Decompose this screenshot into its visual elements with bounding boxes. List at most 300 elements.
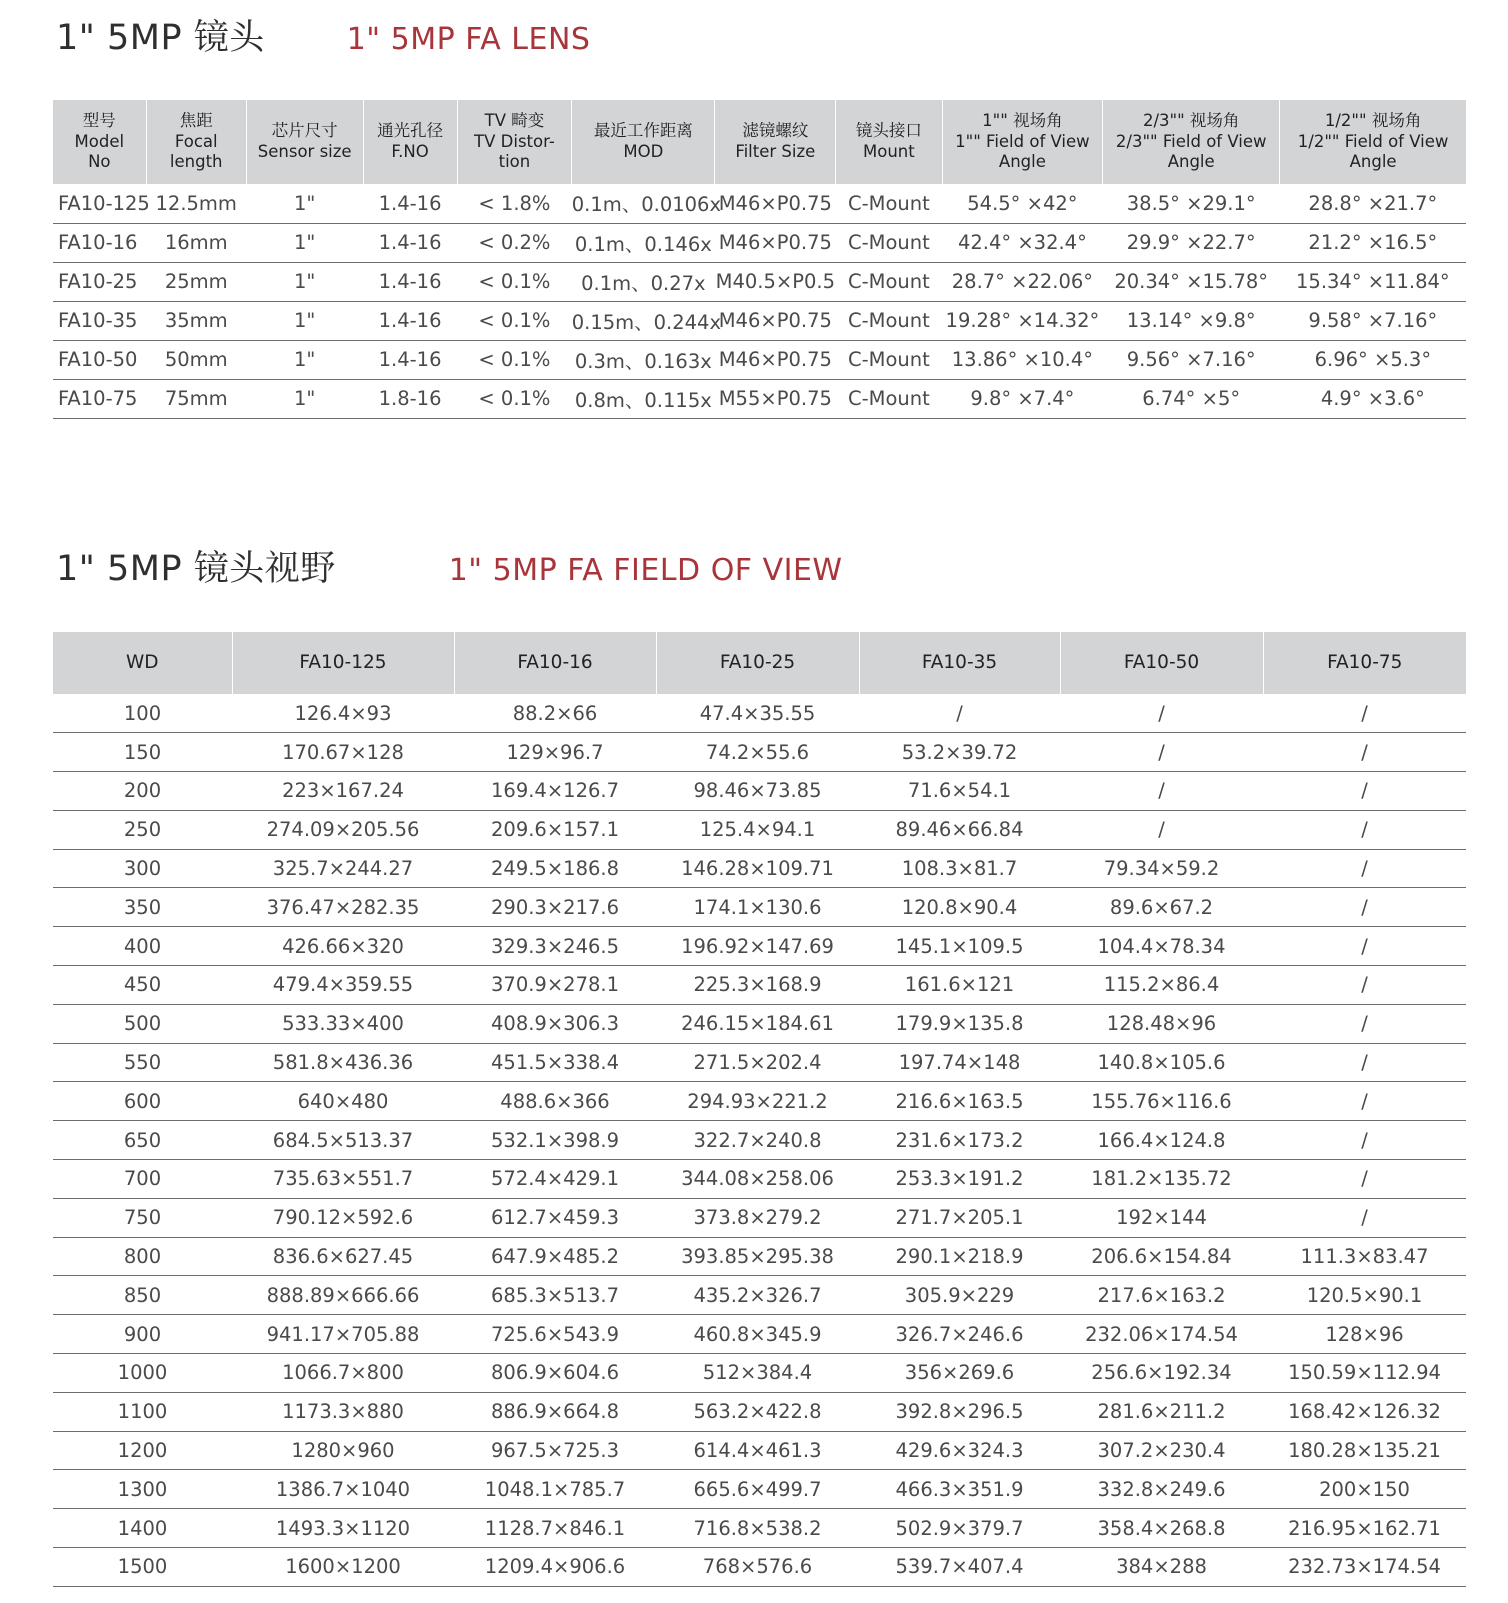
fov-cell: 393.85×295.38: [656, 1237, 859, 1276]
lens-header-line: Sensor size: [257, 142, 352, 161]
fov-cell: 836.6×627.45: [232, 1237, 454, 1276]
lens-cell: M40.5×P0.5: [715, 262, 836, 301]
fov-cell: 451.5×338.4: [454, 1043, 656, 1082]
fov-cell: 271.5×202.4: [656, 1043, 859, 1082]
fov-cell: 111.3×83.47: [1263, 1237, 1466, 1276]
fov-title-en: 1" 5MP FA FIELD OF VIEW: [448, 553, 843, 588]
fov-cell: 150: [53, 733, 232, 772]
lens-cell: M55×P0.75: [715, 379, 836, 418]
fov-cell: 206.6×154.84: [1060, 1237, 1263, 1276]
fov-cell: 325.7×244.27: [232, 849, 454, 888]
table-row: [53, 1315, 1466, 1354]
fov-cell: 532.1×398.9: [454, 1121, 656, 1160]
fov-cell: 1386.7×1040: [232, 1470, 454, 1509]
lens-cell: 1": [246, 223, 363, 262]
fov-cell: 790.12×592.6: [232, 1198, 454, 1237]
fov-cell: 89.46×66.84: [859, 810, 1060, 849]
fov-cell: 376.47×282.35: [232, 888, 454, 927]
fov-cell: 647.9×485.2: [454, 1237, 656, 1276]
lens-cell: M46×P0.75: [715, 340, 836, 379]
fov-cell: /: [1060, 772, 1263, 811]
lens-header-line: 芯片尺寸: [271, 121, 338, 141]
lens-header-line: Filter Size: [735, 142, 816, 161]
fov-cell: 888.89×666.66: [232, 1276, 454, 1315]
table-row: [53, 1470, 1466, 1509]
fov-cell: 358.4×268.8: [1060, 1509, 1263, 1548]
lens-header-cell: [1103, 100, 1280, 184]
lens-header-line: Angle: [998, 152, 1046, 172]
lens-header-line: 1/2"" Field of View: [1297, 131, 1449, 151]
fov-cell: 640×480: [232, 1082, 454, 1121]
lens-cell: C-Mount: [836, 301, 942, 340]
fov-cell: 249.5×186.8: [454, 849, 656, 888]
fov-cell: 750: [53, 1198, 232, 1237]
fov-cell: 179.9×135.8: [859, 1004, 1060, 1043]
fov-cell: 450: [53, 966, 232, 1005]
lens-cell: FA10-16: [53, 223, 146, 262]
lens-cell: C-Mount: [836, 262, 942, 301]
fov-cell: 168.42×126.32: [1263, 1392, 1466, 1431]
fov-cell: 435.2×326.7: [656, 1276, 859, 1315]
lens-cell: 16mm: [146, 223, 246, 262]
fov-cell: 326.7×246.6: [859, 1315, 1060, 1354]
table-row: [53, 1276, 1466, 1315]
fov-cell: 146.28×109.71: [656, 849, 859, 888]
fov-cell: 1280×960: [232, 1431, 454, 1470]
fov-header-cell: FA10-16: [454, 632, 656, 694]
fov-cell: /: [1263, 966, 1466, 1005]
lens-cell: C-Mount: [836, 184, 942, 223]
fov-cell: /: [859, 694, 1060, 733]
lens-cell: 0.15m、0.244x: [572, 301, 715, 340]
lens-header-cell: [53, 100, 146, 184]
fov-header-cell: FA10-125: [232, 632, 454, 694]
table-row: [53, 1431, 1466, 1470]
fov-cell: 886.9×664.8: [454, 1392, 656, 1431]
lens-header-line: 滤镜螺纹: [742, 121, 809, 141]
lens-header-line: 最近工作距离: [593, 121, 693, 141]
table-row: [53, 184, 1466, 223]
fov-cell: 100: [53, 694, 232, 733]
lens-cell: 50mm: [146, 340, 246, 379]
fov-cell: 232.73×174.54: [1263, 1548, 1466, 1587]
fov-cell: /: [1263, 733, 1466, 772]
fov-cell: 140.8×105.6: [1060, 1043, 1263, 1082]
fov-cell: 216.95×162.71: [1263, 1509, 1466, 1548]
table-row: [53, 1392, 1466, 1431]
lens-header-line: F.NO: [391, 142, 429, 161]
fov-cell: 850: [53, 1276, 232, 1315]
fov-cell: 271.7×205.1: [859, 1198, 1060, 1237]
fov-cell: 161.6×121: [859, 966, 1060, 1005]
lens-cell: FA10-50: [53, 340, 146, 379]
lens-header-line: Angle: [1167, 152, 1215, 172]
lens-spec-table: [53, 100, 1466, 419]
lens-cell: 15.34° ×11.84°: [1280, 262, 1466, 301]
fov-cell: 274.09×205.56: [232, 810, 454, 849]
table-row: [53, 262, 1466, 301]
table-row: [53, 888, 1466, 927]
fov-cell: 253.3×191.2: [859, 1160, 1060, 1199]
fov-cell: 900: [53, 1315, 232, 1354]
fov-cell: /: [1060, 733, 1263, 772]
fov-cell: 1048.1×785.7: [454, 1470, 656, 1509]
field-of-view-table: [53, 632, 1466, 1587]
fov-cell: 685.3×513.7: [454, 1276, 656, 1315]
fov-cell: 322.7×240.8: [656, 1121, 859, 1160]
fov-cell: /: [1263, 1082, 1466, 1121]
lens-header-cell: [363, 100, 457, 184]
table-row: [53, 301, 1466, 340]
lens-cell: C-Mount: [836, 379, 942, 418]
lens-header-line: MOD: [623, 142, 664, 161]
table-row: [53, 927, 1466, 966]
fov-cell: /: [1263, 888, 1466, 927]
fov-cell: 1500: [53, 1548, 232, 1587]
lens-header-line: 2/3"" 视场角: [1142, 111, 1240, 131]
lens-header-line: 1"" 视场角: [982, 111, 1063, 131]
lens-cell: 35mm: [146, 301, 246, 340]
lens-cell: M46×P0.75: [715, 184, 836, 223]
fov-cell: 79.34×59.2: [1060, 849, 1263, 888]
fov-cell: 225.3×168.9: [656, 966, 859, 1005]
lens-cell: 1": [246, 301, 363, 340]
lens-cell: 0.1m、0.27x: [572, 262, 715, 301]
fov-cell: 500: [53, 1004, 232, 1043]
lens-cell: 1": [246, 340, 363, 379]
fov-cell: 614.4×461.3: [656, 1431, 859, 1470]
fov-cell: 344.08×258.06: [656, 1160, 859, 1199]
table-row: [53, 966, 1466, 1005]
lens-cell: 29.9° ×22.7°: [1103, 223, 1280, 262]
fov-cell: 88.2×66: [454, 694, 656, 733]
fov-cell: 209.6×157.1: [454, 810, 656, 849]
fov-cell: 1066.7×800: [232, 1354, 454, 1393]
lens-header-line: 焦距: [179, 111, 213, 131]
fov-cell: 384×288: [1060, 1548, 1263, 1587]
fov-cell: 256.6×192.34: [1060, 1354, 1263, 1393]
lens-cell: 75mm: [146, 379, 246, 418]
fov-cell: 71.6×54.1: [859, 772, 1060, 811]
fov-cell: 716.8×538.2: [656, 1509, 859, 1548]
fov-cell: 170.67×128: [232, 733, 454, 772]
table-row: [53, 379, 1466, 418]
fov-cell: 650: [53, 1121, 232, 1160]
lens-cell: 0.1m、0.0106x: [572, 184, 715, 223]
fov-cell: 53.2×39.72: [859, 733, 1060, 772]
lens-cell: 28.8° ×21.7°: [1280, 184, 1466, 223]
lens-cell: 1": [246, 379, 363, 418]
lens-header-line: TV 畸变: [484, 111, 545, 131]
fov-cell: /: [1263, 810, 1466, 849]
lens-cell: 1.8-16: [363, 379, 457, 418]
lens-cell: 54.5° ×42°: [942, 184, 1103, 223]
fov-cell: 126.4×93: [232, 694, 454, 733]
fov-cell: 502.9×379.7: [859, 1509, 1060, 1548]
fov-cell: 200×150: [1263, 1470, 1466, 1509]
fov-cell: 373.8×279.2: [656, 1198, 859, 1237]
lens-header-line: 1/2"" 视场角: [1324, 111, 1422, 131]
lens-cell: 1.4-16: [363, 340, 457, 379]
fov-cell: 47.4×35.55: [656, 694, 859, 733]
fov-cell: 290.1×218.9: [859, 1237, 1060, 1276]
fov-cell: 192×144: [1060, 1198, 1263, 1237]
lens-cell: 12.5mm: [146, 184, 246, 223]
fov-cell: 684.5×513.37: [232, 1121, 454, 1160]
fov-cell: 98.46×73.85: [656, 772, 859, 811]
fov-cell: 563.2×422.8: [656, 1392, 859, 1431]
fov-cell: 281.6×211.2: [1060, 1392, 1263, 1431]
lens-header-line: tion: [498, 152, 531, 172]
lens-cell: C-Mount: [836, 223, 942, 262]
fov-header-cell: FA10-75: [1263, 632, 1466, 694]
fov-cell: /: [1263, 1160, 1466, 1199]
fov-cell: 89.6×67.2: [1060, 888, 1263, 927]
table-row: [53, 1548, 1466, 1587]
lens-cell: 1": [246, 262, 363, 301]
fov-cell: /: [1060, 694, 1263, 733]
lens-cell: 13.14° ×9.8°: [1103, 301, 1280, 340]
fov-cell: /: [1263, 1043, 1466, 1082]
lens-cell: 1": [246, 184, 363, 223]
fov-table-body: [53, 694, 1466, 1586]
lens-header-line: Mount: [863, 142, 915, 161]
fov-cell: 332.8×249.6: [1060, 1470, 1263, 1509]
lens-header-cell: [942, 100, 1103, 184]
fov-cell: 120.5×90.1: [1263, 1276, 1466, 1315]
table-row: [53, 733, 1466, 772]
lens-cell: 9.8° ×7.4°: [942, 379, 1103, 418]
lens-cell: 19.28° ×14.32°: [942, 301, 1103, 340]
fov-cell: 305.9×229: [859, 1276, 1060, 1315]
lens-header-cell: [146, 100, 246, 184]
lens-cell: 20.34° ×15.78°: [1103, 262, 1280, 301]
table-row: [53, 223, 1466, 262]
fov-cell: 356×269.6: [859, 1354, 1060, 1393]
fov-cell: /: [1263, 1121, 1466, 1160]
fov-cell: 231.6×173.2: [859, 1121, 1060, 1160]
fov-cell: 600: [53, 1082, 232, 1121]
fov-cell: 294.93×221.2: [656, 1082, 859, 1121]
table-row: [53, 810, 1466, 849]
lens-cell: < 0.1%: [457, 379, 572, 418]
fov-cell: 217.6×163.2: [1060, 1276, 1263, 1315]
lens-header-line: Angle: [1349, 152, 1397, 172]
lens-cell: 1.4-16: [363, 184, 457, 223]
lens-cell: < 0.1%: [457, 262, 572, 301]
fov-cell: /: [1263, 772, 1466, 811]
fov-cell: 512×384.4: [656, 1354, 859, 1393]
fov-header-cell: FA10-50: [1060, 632, 1263, 694]
fov-cell: 550: [53, 1043, 232, 1082]
fov-table-header: [53, 632, 1466, 694]
fov-cell: 128.48×96: [1060, 1004, 1263, 1043]
fov-cell: 539.7×407.4: [859, 1548, 1060, 1587]
fov-cell: 300: [53, 849, 232, 888]
fov-cell: 572.4×429.1: [454, 1160, 656, 1199]
lens-cell: 25mm: [146, 262, 246, 301]
lens-cell: < 0.2%: [457, 223, 572, 262]
table-row: [53, 1354, 1466, 1393]
fov-cell: 1000: [53, 1354, 232, 1393]
fov-cell: 665.6×499.7: [656, 1470, 859, 1509]
fov-cell: 941.17×705.88: [232, 1315, 454, 1354]
table-row: [53, 694, 1466, 733]
fov-cell: 150.59×112.94: [1263, 1354, 1466, 1393]
fov-cell: 700: [53, 1160, 232, 1199]
fov-cell: 125.4×94.1: [656, 810, 859, 849]
lens-header-line: length: [169, 152, 223, 172]
lens-cell: 42.4° ×32.4°: [942, 223, 1103, 262]
fov-cell: 408.9×306.3: [454, 1004, 656, 1043]
fov-cell: 735.63×551.7: [232, 1160, 454, 1199]
fov-header-cell: FA10-25: [656, 632, 859, 694]
fov-cell: 967.5×725.3: [454, 1431, 656, 1470]
lens-table-header: [53, 100, 1466, 184]
fov-cell: 290.3×217.6: [454, 888, 656, 927]
lens-header-line: 通光孔径: [377, 121, 444, 141]
fov-title-cn: 1" 5MP 镜头视野: [56, 549, 336, 589]
fov-cell: 426.66×320: [232, 927, 454, 966]
lens-header-cell: [457, 100, 572, 184]
fov-cell: 74.2×55.6: [656, 733, 859, 772]
fov-cell: 1173.3×880: [232, 1392, 454, 1431]
fov-cell: 169.4×126.7: [454, 772, 656, 811]
table-row: [53, 1160, 1466, 1199]
table-row: [53, 340, 1466, 379]
fov-cell: 223×167.24: [232, 772, 454, 811]
table-row: [53, 1121, 1466, 1160]
fov-cell: 370.9×278.1: [454, 966, 656, 1005]
table-row: [53, 849, 1466, 888]
fov-cell: 120.8×90.4: [859, 888, 1060, 927]
lens-cell: 1.4-16: [363, 262, 457, 301]
fov-cell: /: [1263, 849, 1466, 888]
lens-cell: 21.2° ×16.5°: [1280, 223, 1466, 262]
fov-cell: 155.76×116.6: [1060, 1082, 1263, 1121]
fov-cell: 104.4×78.34: [1060, 927, 1263, 966]
lens-header-line: 镜头接口: [855, 121, 922, 141]
fov-cell: 533.33×400: [232, 1004, 454, 1043]
fov-cell: 1493.3×1120: [232, 1509, 454, 1548]
fov-cell: 460.8×345.9: [656, 1315, 859, 1354]
fov-cell: /: [1263, 1198, 1466, 1237]
lens-cell: FA10-25: [53, 262, 146, 301]
lens-table-body: [53, 184, 1466, 418]
lens-cell: 9.58° ×7.16°: [1280, 301, 1466, 340]
fov-cell: /: [1263, 694, 1466, 733]
fov-cell: 1209.4×906.6: [454, 1548, 656, 1587]
fov-cell: 429.6×324.3: [859, 1431, 1060, 1470]
lens-cell: 9.56° ×7.16°: [1103, 340, 1280, 379]
fov-header-cell: WD: [53, 632, 232, 694]
lens-header-line: 2/3"" Field of View: [1115, 131, 1267, 151]
fov-cell: 329.3×246.5: [454, 927, 656, 966]
lens-header-cell: [1280, 100, 1466, 184]
lens-title-en: 1" 5MP FA LENS: [346, 22, 591, 57]
fov-cell: /: [1263, 1004, 1466, 1043]
fov-cell: 128×96: [1263, 1315, 1466, 1354]
fov-cell: 1300: [53, 1470, 232, 1509]
fov-cell: 466.3×351.9: [859, 1470, 1060, 1509]
lens-cell: 38.5° ×29.1°: [1103, 184, 1280, 223]
fov-cell: 1200: [53, 1431, 232, 1470]
lens-cell: 0.3m、0.163x: [572, 340, 715, 379]
lens-cell: < 0.1%: [457, 301, 572, 340]
table-row: [53, 1198, 1466, 1237]
fov-cell: 1600×1200: [232, 1548, 454, 1587]
lens-title-cn: 1" 5MP 镜头: [56, 18, 265, 58]
fov-cell: 129×96.7: [454, 733, 656, 772]
table-row: [53, 1043, 1466, 1082]
lens-cell: M46×P0.75: [715, 301, 836, 340]
fov-cell: 246.15×184.61: [656, 1004, 859, 1043]
fov-cell: 479.4×359.55: [232, 966, 454, 1005]
lens-cell: < 0.1%: [457, 340, 572, 379]
fov-cell: 725.6×543.9: [454, 1315, 656, 1354]
lens-cell: 4.9° ×3.6°: [1280, 379, 1466, 418]
fov-cell: 1128.7×846.1: [454, 1509, 656, 1548]
fov-cell: 115.2×86.4: [1060, 966, 1263, 1005]
lens-cell: FA10-125: [53, 184, 146, 223]
lens-cell: 1.4-16: [363, 301, 457, 340]
lens-cell: M46×P0.75: [715, 223, 836, 262]
fov-cell: 488.6×366: [454, 1082, 656, 1121]
fov-cell: 108.3×81.7: [859, 849, 1060, 888]
lens-cell: 0.8m、0.115x: [572, 379, 715, 418]
fov-section-title: [56, 541, 843, 591]
lens-header-line: Focal: [174, 131, 218, 151]
fov-cell: 200: [53, 772, 232, 811]
lens-header-cell: [836, 100, 942, 184]
lens-cell: 6.74° ×5°: [1103, 379, 1280, 418]
fov-cell: 181.2×135.72: [1060, 1160, 1263, 1199]
fov-cell: 800: [53, 1237, 232, 1276]
fov-cell: 180.28×135.21: [1263, 1431, 1466, 1470]
lens-cell: 0.1m、0.146x: [572, 223, 715, 262]
table-row: [53, 1237, 1466, 1276]
fov-cell: 166.4×124.8: [1060, 1121, 1263, 1160]
lens-cell: 13.86° ×10.4°: [942, 340, 1103, 379]
lens-cell: FA10-75: [53, 379, 146, 418]
fov-header-cell: FA10-35: [859, 632, 1060, 694]
fov-cell: 350: [53, 888, 232, 927]
lens-section-title: [56, 10, 590, 60]
lens-header-line: 1"" Field of View: [955, 131, 1090, 151]
table-row: [53, 1509, 1466, 1548]
fov-cell: 1400: [53, 1509, 232, 1548]
fov-cell: 232.06×174.54: [1060, 1315, 1263, 1354]
lens-cell: C-Mount: [836, 340, 942, 379]
fov-cell: 197.74×148: [859, 1043, 1060, 1082]
lens-cell: < 1.8%: [457, 184, 572, 223]
fov-cell: 174.1×130.6: [656, 888, 859, 927]
lens-cell: FA10-35: [53, 301, 146, 340]
lens-cell: 28.7° ×22.06°: [942, 262, 1103, 301]
lens-cell: 1.4-16: [363, 223, 457, 262]
fov-cell: 250: [53, 810, 232, 849]
fov-cell: 196.92×147.69: [656, 927, 859, 966]
fov-cell: 392.8×296.5: [859, 1392, 1060, 1431]
lens-header-cell: [572, 100, 715, 184]
lens-header-line: 型号: [82, 111, 116, 131]
lens-header-line: No: [88, 152, 111, 172]
fov-cell: 1100: [53, 1392, 232, 1431]
fov-cell: 400: [53, 927, 232, 966]
fov-cell: 307.2×230.4: [1060, 1431, 1263, 1470]
fov-cell: 806.9×604.6: [454, 1354, 656, 1393]
lens-header-cell: [715, 100, 836, 184]
